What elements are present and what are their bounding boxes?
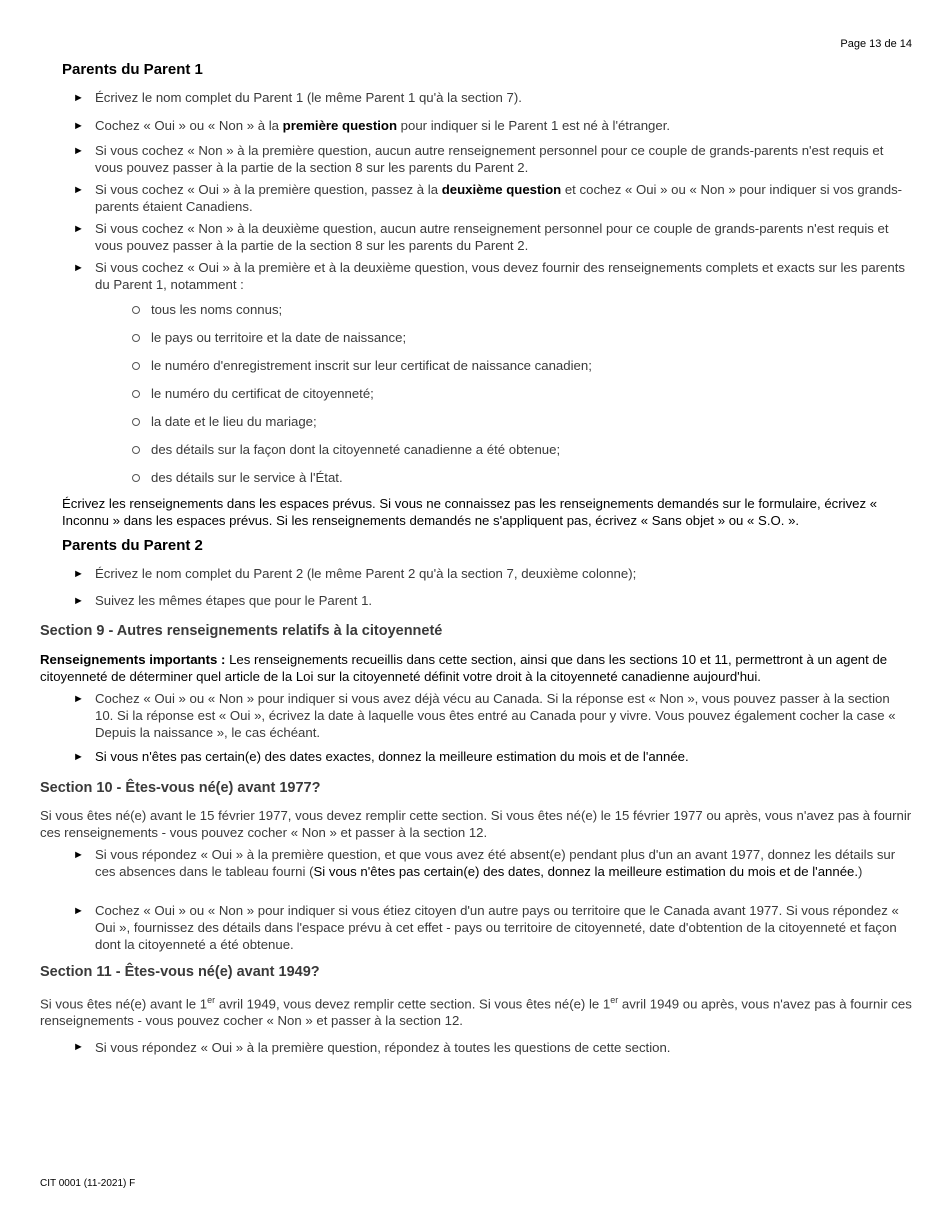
parent1-subitem: le numéro du certificat de citoyenneté;	[151, 386, 374, 401]
bullet-icon: ►	[73, 849, 84, 861]
parent1-item-3: Si vous cochez « Non » à la première question, aucun autre renseignement personnel pour ce couple de grands-parents n'est requis et vous pouvez passer à la partie de la section 8 sur les parents du Parent 2.	[95, 143, 884, 175]
circle-bullet-icon	[132, 418, 140, 426]
section10-intro: Si vous êtes né(e) avant le 15 février 1977, vous devez remplir cette section. Si vous êtes né(e) le 15 février 1977 ou après, vous n'avez pas à fournir ces renseignements - vous pouvez cocher « Non » et passer à la section 12.	[40, 808, 912, 840]
section10-item-1: Si vous répondez « Oui » à la première question, et que vous avez été absent(e) pendant plus d'un an avant 1977, donnez les détails sur ces absences dans le tableau fourni (Si vous n'êtes pas certain(e) des dates, donnez la meilleure estimation du mois et de l'année.)	[95, 847, 896, 879]
parent1-heading: Parents du Parent 1	[62, 61, 203, 78]
parent1-item-6: Si vous cochez « Oui » à la première et à la deuxième question, vous devez fournir des renseignements complets et exacts sur les parents du Parent 1, notamment :	[95, 260, 905, 292]
parent1-item-1: Écrivez le nom complet du Parent 1 (le même Parent 1 qu'à la section 7).	[95, 90, 522, 105]
section9-item-1: Cochez « Oui » ou « Non » pour indiquer si vous avez déjà vécu au Canada. Si la réponse est « Non », vous pouvez passer à la section 10. Si la réponse est « Oui », écrivez la date à laquelle vous êtes entré au Canada pour y vivre. Vous pouvez également cocher la case « Depuis la naissance », le cas échéant.	[95, 691, 896, 740]
section11-heading: Section 11 - Êtes-vous né(e) avant 1949?	[40, 964, 320, 980]
bullet-icon: ►	[73, 145, 84, 157]
parent2-item-1: Écrivez le nom complet du Parent 2 (le même Parent 2 qu'à la section 7, deuxième colonne);	[95, 566, 637, 581]
section11-intro: Si vous êtes né(e) avant le 1er avril 1949, vous devez remplir cette section. Si vous êtes né(e) le 1er avril 1949 ou après, vous n'avez pas à fournir ces renseignements - vous pouvez cocher « Non » et passer à la section 12.	[40, 995, 912, 1029]
bullet-icon: ►	[73, 568, 84, 580]
bullet-icon: ►	[73, 595, 84, 607]
parent1-subitem: le pays ou territoire et la date de naissance;	[151, 330, 407, 345]
parent1-subitem: la date et le lieu du mariage;	[151, 414, 317, 429]
bullet-icon: ►	[73, 120, 84, 132]
parent1-subitem: tous les noms connus;	[151, 302, 283, 317]
parent1-subitem: des détails sur le service à l'État.	[151, 470, 343, 485]
parent1-note: Écrivez les renseignements dans les espaces prévus. Si vous ne connaissez pas les renseignements demandés sur le formulaire, écrivez « Inconnu » dans les espaces prévus. Si les renseignements demandés ne s'appliquent pas, écrivez « Sans objet » ou « S.O. ».	[62, 496, 878, 528]
circle-bullet-icon	[132, 334, 140, 342]
bullet-icon: ►	[73, 92, 84, 104]
circle-bullet-icon	[132, 390, 140, 398]
parent2-item-2: Suivez les mêmes étapes que pour le Parent 1.	[95, 593, 373, 608]
form-code: CIT 0001 (11-2021) F	[40, 1178, 136, 1189]
parent2-heading: Parents du Parent 2	[62, 537, 203, 554]
parent1-subitem: des détails sur la façon dont la citoyenneté canadienne a été obtenue;	[151, 442, 561, 457]
bullet-icon: ►	[73, 262, 84, 274]
bullet-icon: ►	[73, 184, 84, 196]
bullet-icon: ►	[73, 1041, 84, 1053]
circle-bullet-icon	[132, 474, 140, 482]
circle-bullet-icon	[132, 362, 140, 370]
parent1-item-5: Si vous cochez « Non » à la deuxième question, aucun autre renseignement personnel pour ce couple de grands-parents n'est requis et vous pouvez passer à la partie de la section 8 sur les parents du Parent 2.	[95, 221, 889, 253]
circle-bullet-icon	[132, 306, 140, 314]
page-number: Page 13 de 14	[840, 38, 912, 50]
bullet-icon: ►	[73, 751, 84, 763]
section10-item-2: Cochez « Oui » ou « Non » pour indiquer si vous étiez citoyen d'un autre pays ou territoire que le Canada avant 1977. Si vous répondez « Oui », fournissez des détails dans l'espace prévu à cet effet - pays ou territoire de citoyenneté, date d'obtention de la citoyenneté et façon dont la citoyenneté a été obtenue.	[95, 903, 899, 952]
circle-bullet-icon	[132, 446, 140, 454]
bullet-icon: ►	[73, 693, 84, 705]
parent1-item-2: Cochez « Oui » ou « Non » à la première question pour indiquer si le Parent 1 est né à l'étranger.	[95, 118, 671, 133]
bullet-icon: ►	[73, 905, 84, 917]
section9-intro: Renseignements importants : Les renseignements recueillis dans cette section, ainsi que dans les sections 10 et 11, permettront à un agent de citoyenneté de déterminer quel article de la Loi sur la citoyenneté définit votre droit à la citoyenneté canadienne aujourd'hui.	[40, 652, 888, 684]
bullet-icon: ►	[73, 223, 84, 235]
section9-heading: Section 9 - Autres renseignements relatifs à la citoyenneté	[40, 623, 443, 639]
section11-item-1: Si vous répondez « Oui » à la première question, répondez à toutes les questions de cette section.	[95, 1040, 671, 1055]
parent1-item-4: Si vous cochez « Oui » à la première question, passez à la deuxième question et cochez « Oui » ou « Non » pour indiquer si vos grands-parents étaient Canadiens.	[95, 182, 903, 214]
parent1-subitem: le numéro d'enregistrement inscrit sur leur certificat de naissance canadien;	[151, 358, 592, 373]
section10-heading: Section 10 - Êtes-vous né(e) avant 1977?	[40, 780, 321, 796]
section9-item-2: Si vous n'êtes pas certain(e) des dates exactes, donnez la meilleure estimation du mois et de l'année.	[95, 749, 689, 764]
